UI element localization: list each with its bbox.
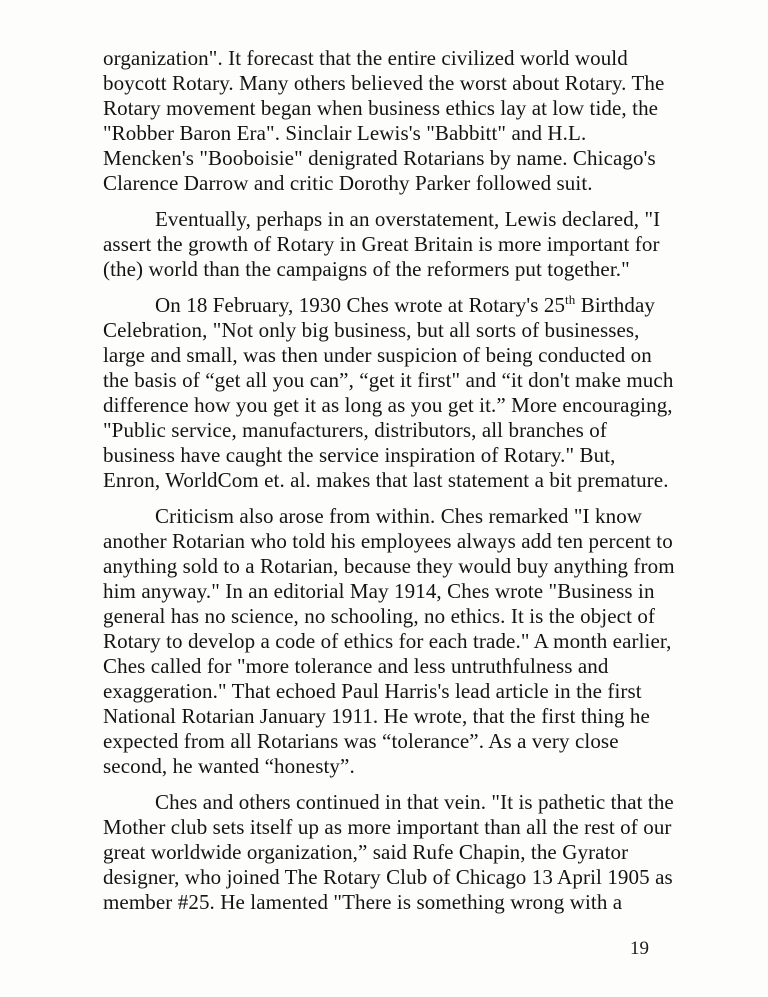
paragraph-ches-and-others: Ches and others continued in that vein. "It is pathetic that the Mother club sets itself up as more important than all the rest of our great worldwide organization,” said Rufe Chapin, the Gyrator designer, who joined The Rotary Club of Chicago 13 April 1905 as member #25. He lamented "There is something wrong with a <box>103 790 674 914</box>
paragraph-lewis-declaration: Eventually, perhaps in an overstatement, Lewis declared, "I assert the growth of Rotary in Great Britain is more important for (the) world than the campaigns of the reformers put together." <box>103 207 661 281</box>
page-text-block <box>103 46 675 926</box>
paragraph-criticism-within: Criticism also arose from within. Ches remarked "I know another Rotarian who told his employees always add ten percent to anything sold to a Rotarian, because they would buy anything from him anyway." In an editorial May 1914, Ches wrote "Business in general has no science, no schooling, no ethics. It is the object of Rotary to develop a code of ethics for each trade." A month earlier, Ches called for "more tolerance and less untruthfulness and exaggeration." That echoed Paul Harris's lead article in the first National Rotarian January 1911. He wrote, that the first thing he expected from all Rotarians was “tolerance”. As a very close second, he wanted “honesty”. <box>103 504 675 778</box>
superscript-th: th <box>565 292 576 307</box>
page-number: 19 <box>630 938 649 959</box>
paragraph-25th-birthday-post: Birthday Celebration, "Not only big business, but all sorts of businesses, large and small, was then under suspicion of being conducted on the basis of “get all you can”, “get it first" and “it don't make much difference how you get it as long as you get it.” More encouraging, "Public service, manufacturers, distributors, all branches of business have caught the service inspiration of Rotary." But, Enron, WorldCom et. al. makes that last statement a bit premature. <box>103 293 674 492</box>
paragraph-25th-birthday-pre: On 18 February, 1930 Ches wrote at Rotary's 25 <box>155 293 566 317</box>
paragraph-25th-birthday <box>103 293 675 493</box>
paragraph-continuation: organization". It forecast that the entire civilized world would boycott Rotary. Many others believed the worst about Rotary. The Rotary movement began when business ethics lay at low tide, the "Robber Baron Era". Sinclair Lewis's "Babbitt" and H.L. Mencken's "Booboisie" denigrated Rotarians by name. Chicago's Clarence Darrow and critic Dorothy Parker followed suit. <box>103 46 665 195</box>
